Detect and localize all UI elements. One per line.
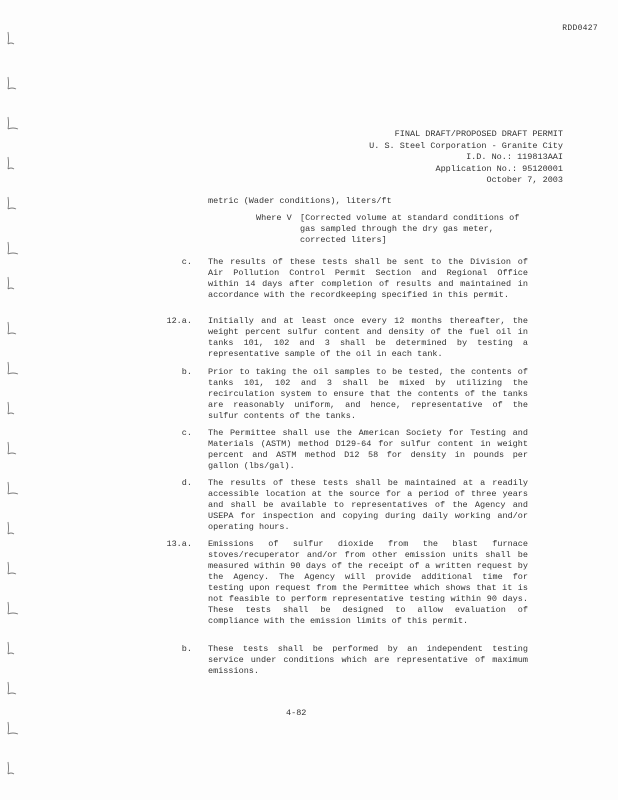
scan-margin-mark [6,30,20,46]
condition-text: Prior to taking the oil samples to be tested, the contents of tanks 101, 102 and 3 shall be mixed by utilizing the recirculation system to ensure that the contents of the tanks are reasonably uniform, and hence, representative of the sulfur contents of the tanks. [208,367,528,421]
condition-text: Initially and at least once every 12 months thereafter, the weight percent sulfur content and density of the fuel oil in tanks 101, 102 and 3 shall be determined by testing a representative sample of the oil in each tank. [208,316,528,359]
scan-margin-mark [6,320,20,336]
header-line-5: October 7, 2003 [486,175,563,185]
scan-margin-mark [6,155,20,171]
standard-conditions-line: metric (Wader conditions), liters/ft [208,196,392,206]
header-line-1: FINAL DRAFT/PROPOSED DRAFT PERMIT [394,129,563,139]
scan-margin-mark [6,440,20,456]
scan-margin-mark [6,640,20,656]
header-line-3: I.D. No.: 119813AAI [466,152,563,162]
header-line-2: U. S. Steel Corporation - Granite City [369,140,563,151]
condition-text: These tests shall be performed by an independent testing service under conditions which are representative of maximum emissions. [208,644,528,676]
scan-margin-mark [6,720,20,736]
scan-margin-mark [6,760,20,776]
scan-margin-mark [6,560,20,576]
condition-label: 12.a. [166,316,192,326]
condition-label: b. [181,644,192,654]
scan-margin-mark [6,360,20,376]
left-margin-scan-marks [6,20,26,790]
bates-number: RDD0427 [562,24,598,33]
where-label: Where V [256,213,292,223]
header-line-4: Application No.: 95120001 [435,163,563,174]
scan-margin-mark [6,275,20,291]
where-text: [Corrected volume at standard conditions of gas sampled through the dry gas meter, corrected liters] [300,213,520,245]
scan-margin-mark [6,115,20,131]
condition-text: The Permittee shall use the American Society for Testing and Materials (ASTM) method D129-64 for sulfur content in weight percent and ASTM method D12 58 for density in pounds per gallon (lbs/gal). [208,428,528,471]
scan-margin-mark [6,75,20,91]
permit-header [318,129,563,187]
condition-text: The results of these tests shall be maintained at a readily accessible location at the source for a period of three years and shall be available to representatives of the Agency and USEPA for inspection and copying during daily working and/or operating hours. [208,478,528,532]
page-number: 4-82 [286,708,307,718]
condition-label: c. [181,257,192,267]
condition-label: c. [181,428,192,438]
condition-label: b. [181,367,192,377]
scan-margin-mark [6,240,20,256]
scan-margin-mark [6,520,20,536]
scan-margin-mark [6,400,20,416]
condition-text: Emissions of sulfur dioxide from the blast furnace stoves/recuperator and/or from other emission units shall be measured within 90 days of the receipt of a written request by the Agency. The Agency will provide additional time for testing upon request from the Permittee which shows that it is not feasible to perform representative testing within 90 days. These tests shall be designed to allow evaluation of compliance with the emission limits of this permit. [208,539,528,626]
condition-label: d. [181,478,192,488]
scan-margin-mark [6,480,20,496]
scan-margin-mark [6,195,20,211]
scan-margin-mark [6,680,20,696]
condition-label: 13.a. [166,539,192,549]
condition-text: The results of these tests shall be sent to the Division of Air Pollution Control Permit Section and Regional Office within 14 days after completion of results and maintained in accordance with the recordkeeping specified in this permit. [208,257,528,300]
scan-margin-mark [6,600,20,616]
